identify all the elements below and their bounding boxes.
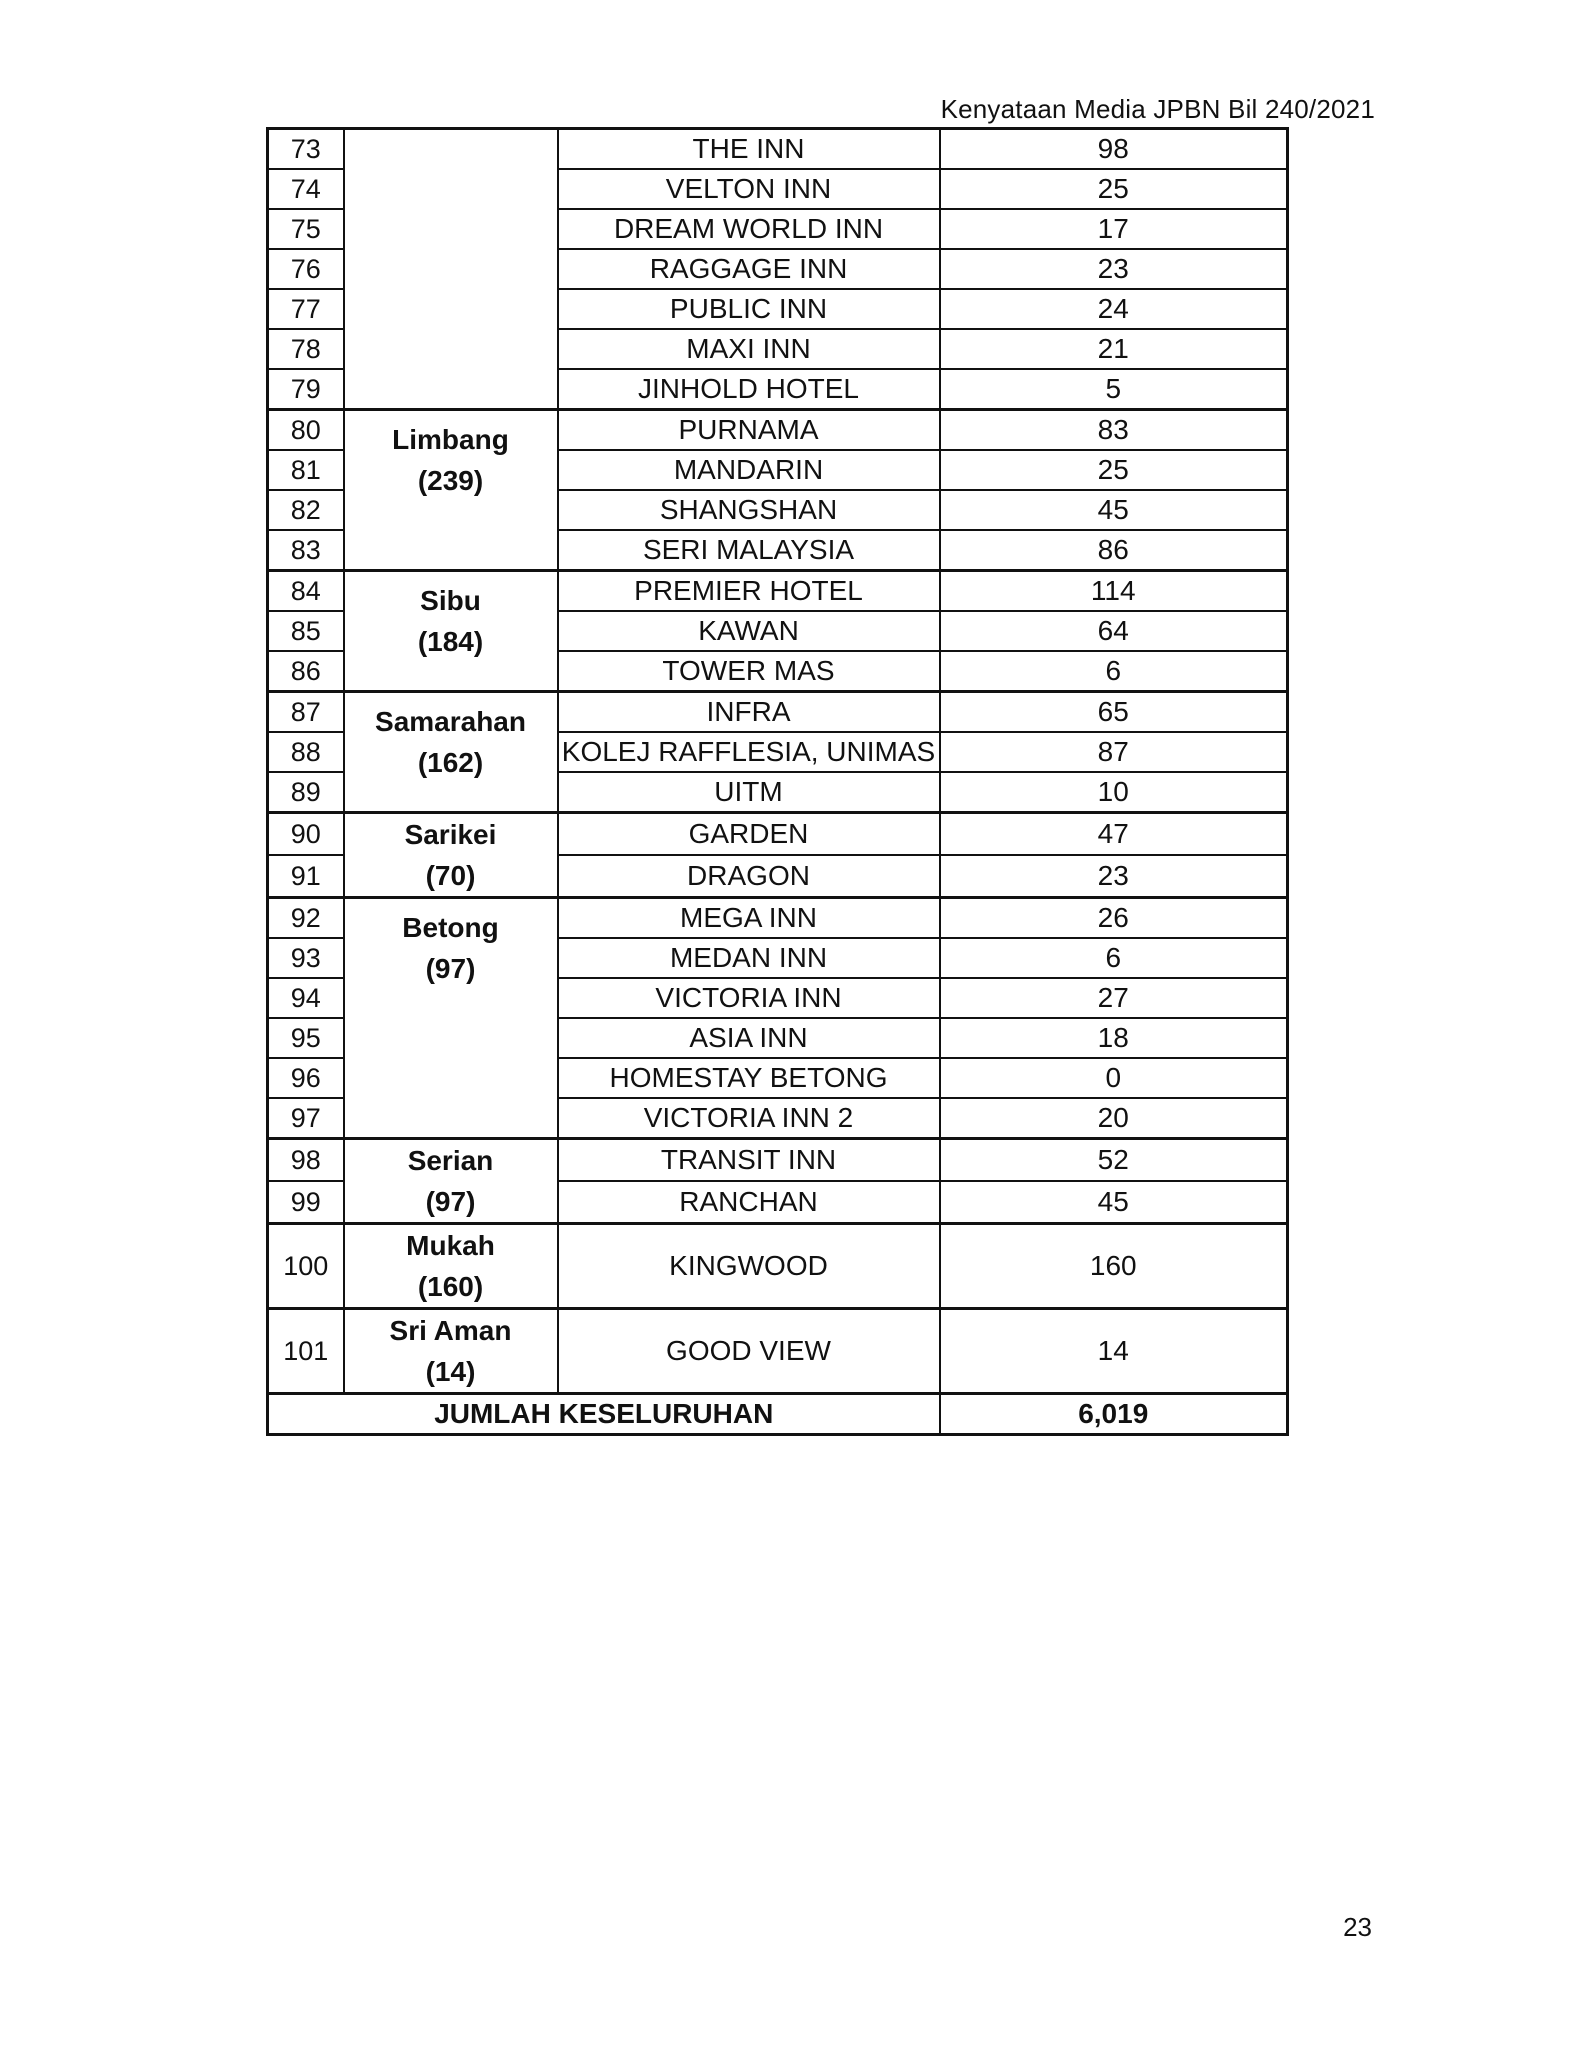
district-name: Sibu [420,585,481,616]
row-number: 95 [268,1018,344,1058]
table-row [268,692,1288,733]
row-number: 101 [268,1309,344,1394]
total-row [268,1394,1288,1435]
centre-count: 18 [940,1018,1288,1058]
row-number: 91 [268,855,344,898]
row-number: 78 [268,329,344,369]
centre-name: SERI MALAYSIA [558,530,940,571]
district-total: (162) [417,747,484,778]
centre-name: RANCHAN [558,1181,940,1224]
row-number: 99 [268,1181,344,1224]
quarantine-centre-table [266,127,1289,1436]
centre-name: UITM [558,772,940,813]
district-name: Sarikei [404,819,497,850]
row-number: 85 [268,611,344,651]
district-name: Samarahan [375,706,526,737]
centre-name: KOLEJ RAFFLESIA, UNIMAS [558,732,940,772]
district-cell-serian [344,1139,558,1224]
centre-count: 65 [940,692,1288,733]
centre-count: 45 [940,490,1288,530]
centre-name: TOWER MAS [558,651,940,692]
district-total: (160) [417,1271,484,1302]
centre-count: 86 [940,530,1288,571]
centre-name: VICTORIA INN [558,978,940,1018]
district-total: (14) [425,1356,476,1387]
district-cell-sri-aman [344,1309,558,1394]
district-cell-samarahan [344,692,558,813]
centre-name: MEGA INN [558,898,940,939]
row-number: 89 [268,772,344,813]
centre-name: INFRA [558,692,940,733]
row-number: 86 [268,651,344,692]
centre-name: PREMIER HOTEL [558,571,940,612]
centre-name: GOOD VIEW [558,1309,940,1394]
centre-name: DREAM WORLD INN [558,209,940,249]
centre-name: JINHOLD HOTEL [558,369,940,410]
row-number: 79 [268,369,344,410]
centre-count: 45 [940,1181,1288,1224]
district-name: Limbang [392,424,509,455]
row-number: 94 [268,978,344,1018]
district-name: Betong [402,912,499,943]
district-cell-sarikei [344,813,558,898]
centre-name: PUBLIC INN [558,289,940,329]
centre-count: 5 [940,369,1288,410]
centre-name: KAWAN [558,611,940,651]
centre-name: PURNAMA [558,410,940,451]
centre-count: 14 [940,1309,1288,1394]
centre-count: 47 [940,813,1288,856]
district-cell [344,129,558,410]
centre-count: 6 [940,651,1288,692]
centre-count: 21 [940,329,1288,369]
centre-count: 25 [940,169,1288,209]
district-cell-mukah [344,1224,558,1309]
row-number: 87 [268,692,344,733]
row-number: 97 [268,1098,344,1139]
centre-count: 98 [940,129,1288,170]
centre-count: 160 [940,1224,1288,1309]
centre-name: MAXI INN [558,329,940,369]
centre-count: 83 [940,410,1288,451]
district-cell-sibu [344,571,558,692]
centre-name: GARDEN [558,813,940,856]
row-number: 93 [268,938,344,978]
row-number: 96 [268,1058,344,1098]
centre-count: 25 [940,450,1288,490]
row-number: 75 [268,209,344,249]
total-label: JUMLAH KESELURUHAN [268,1394,940,1435]
centre-count: 26 [940,898,1288,939]
table-row [268,1224,1288,1309]
district-total: (70) [425,860,476,891]
table-row [268,898,1288,939]
table-row [268,813,1288,856]
row-number: 90 [268,813,344,856]
centre-count: 114 [940,571,1288,612]
page-number: 23 [1343,1912,1372,1942]
row-number: 82 [268,490,344,530]
centre-name: VELTON INN [558,169,940,209]
centre-name: KINGWOOD [558,1224,940,1309]
centre-name: VICTORIA INN 2 [558,1098,940,1139]
table-row [268,129,1288,170]
row-number: 83 [268,530,344,571]
row-number: 74 [268,169,344,209]
total-value: 6,019 [940,1394,1288,1435]
centre-count: 6 [940,938,1288,978]
centre-count: 10 [940,772,1288,813]
centre-name: RAGGAGE INN [558,249,940,289]
centre-name: MEDAN INN [558,938,940,978]
district-name: Sri Aman [389,1315,512,1346]
centre-name: SHANGSHAN [558,490,940,530]
centre-name: DRAGON [558,855,940,898]
centre-count: 17 [940,209,1288,249]
row-number: 98 [268,1139,344,1182]
row-number: 81 [268,450,344,490]
centre-count: 20 [940,1098,1288,1139]
centre-count: 27 [940,978,1288,1018]
centre-count: 0 [940,1058,1288,1098]
district-total: (239) [417,465,484,496]
centre-name: HOMESTAY BETONG [558,1058,940,1098]
centre-count: 23 [940,249,1288,289]
row-number: 77 [268,289,344,329]
centre-count: 23 [940,855,1288,898]
row-number: 80 [268,410,344,451]
district-total: (97) [425,953,476,984]
document-header: Kenyataan Media JPBN Bil 240/2021 [940,94,1375,124]
centre-name: TRANSIT INN [558,1139,940,1182]
centre-name: THE INN [558,129,940,170]
table-row [268,1139,1288,1182]
centre-name: ASIA INN [558,1018,940,1058]
centre-name: MANDARIN [558,450,940,490]
district-name: Mukah [406,1230,495,1261]
district-name: Serian [407,1145,494,1176]
centre-count: 24 [940,289,1288,329]
table-row [268,571,1288,612]
centre-count: 64 [940,611,1288,651]
row-number: 92 [268,898,344,939]
district-total: (184) [417,626,484,657]
row-number: 76 [268,249,344,289]
district-cell-betong [344,898,558,1139]
centre-count: 87 [940,732,1288,772]
row-number: 84 [268,571,344,612]
district-total: (97) [425,1186,476,1217]
table-row [268,410,1288,451]
row-number: 88 [268,732,344,772]
table-row [268,1309,1288,1394]
centre-count: 52 [940,1139,1288,1182]
row-number: 100 [268,1224,344,1309]
row-number: 73 [268,129,344,170]
district-cell-limbang [344,410,558,571]
